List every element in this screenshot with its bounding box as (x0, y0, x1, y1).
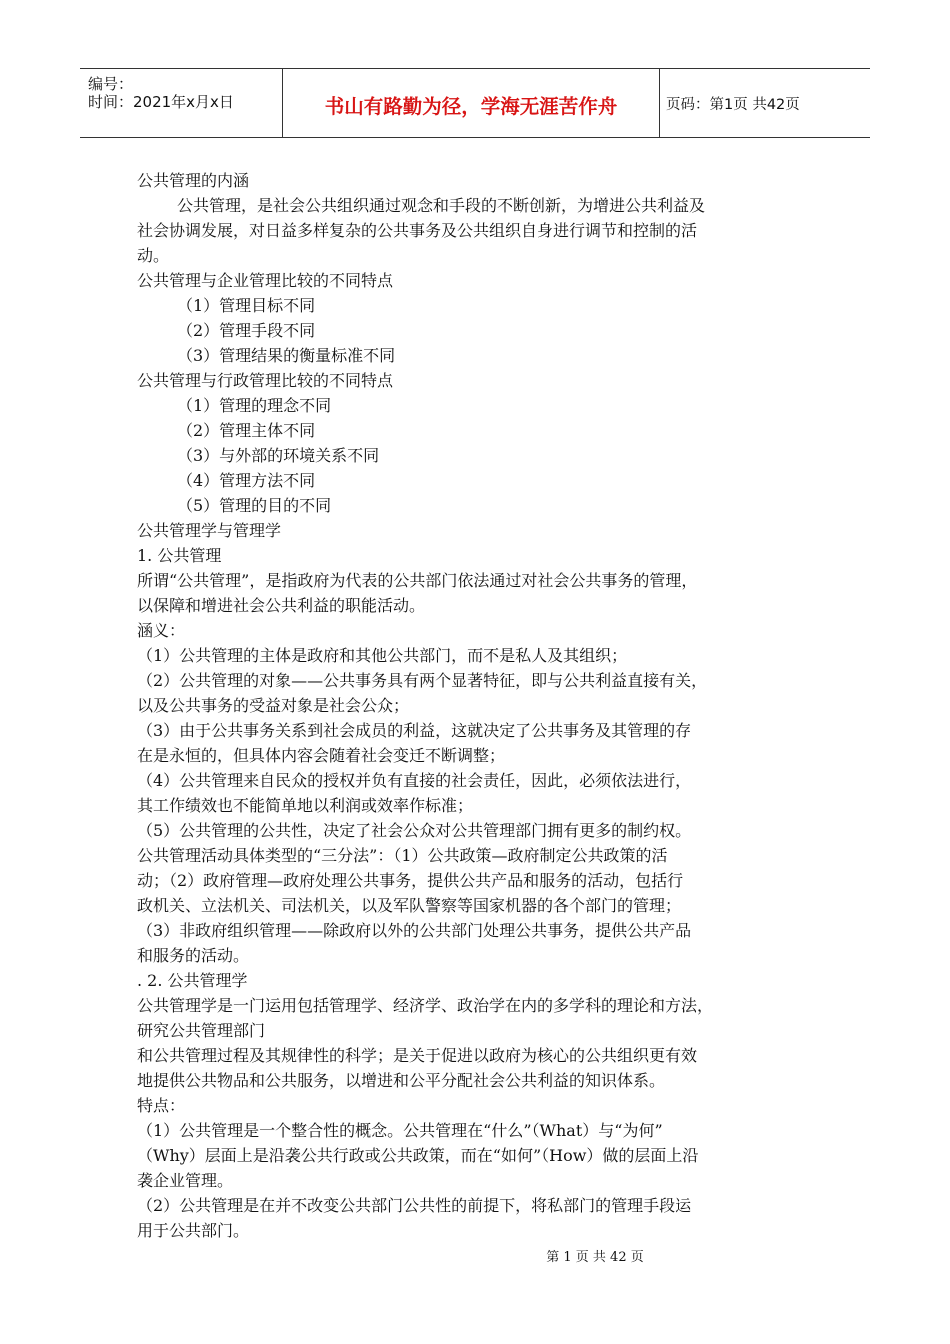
footer-page-number: 第 1 页 共 42 页 (546, 1250, 644, 1265)
text-line: 政机关、立法机关、司法机关，以及军队警察等国家机器的各个部门的管理； (137, 896, 682, 915)
text-line: 和公共管理过程及其规律性的科学；是关于促进以政府为核心的公共组织更有效 (137, 1046, 698, 1065)
text-line: （5）公共管理的公共性，决定了社会公众对公共管理部门拥有更多的制约权。 (137, 821, 692, 840)
page-footer (0, 1246, 950, 1265)
text-line: （3）与外部的环境关系不同 (177, 446, 380, 465)
date-label: 时间：2021年x月x日 (88, 93, 234, 111)
text-line: 动。 (137, 246, 170, 265)
text-line: （4）公共管理来自民众的授权并负有直接的社会责任，因此，必须依法进行， (137, 771, 692, 790)
text-line: 地提供公共物品和公共服务，以增进和公平分配社会公共利益的知识体系。 (137, 1071, 666, 1090)
text-line: 其工作绩效也不能简单地以利润或效率作标准； (137, 796, 474, 815)
text-line: 所谓“公共管理”，是指政府为代表的公共部门依法通过对社会公共事务的管理， (137, 571, 698, 590)
page-info: 页码：第1页 共42页 (666, 97, 800, 113)
text-line: （5）管理的目的不同 (177, 496, 332, 515)
text-line: 1. 公共管理 (137, 546, 222, 565)
text-line: 以保障和增进社会公共利益的职能活动。 (137, 596, 426, 615)
text-line: （1）公共管理的主体是政府和其他公共部门，而不是私人及其组织； (137, 646, 628, 665)
text-line: （1）管理目标不同 (177, 296, 316, 315)
text-line: 特点： (137, 1096, 186, 1115)
text-line: 用于公共部门。 (137, 1221, 250, 1240)
text-line: 动；（2）政府管理—政府处理公共事务，提供公共产品和服务的活动，包括行 (137, 871, 684, 890)
text-line: （1）管理的理念不同 (177, 396, 332, 415)
serial-label: 编号： (88, 75, 134, 93)
text-line: （2）管理手段不同 (177, 321, 316, 340)
text-line: 袭企业管理。 (137, 1171, 234, 1190)
text-line: 研究公共管理部门 (137, 1021, 266, 1040)
text-line: （3）由于公共事务关系到社会成员的利益，这就决定了公共事务及其管理的存 (137, 721, 692, 740)
text-line: （2）公共管理是在并不改变公共部门公共性的前提下，将私部门的管理手段运 (137, 1196, 692, 1215)
text-line: 在是永恒的，但具体内容会随着社会变迁不断调整； (137, 746, 506, 765)
text-line: （1）公共管理是一个整合性的概念。公共管理在“什么”（What）与“为何” (137, 1121, 663, 1140)
text-line: 公共管理，是社会公共组织通过观念和手段的不断创新，为增进公共利益及 (177, 196, 706, 215)
text-line: （3）非政府组织管理——除政府以外的公共部门处理公共事务，提供公共产品 (137, 921, 692, 940)
text-line: 公共管理活动具体类型的“三分法”：（1）公共政策—政府制定公共政策的活 (137, 846, 668, 865)
text-line: （4）管理方法不同 (177, 471, 316, 490)
text-line: 公共管理与企业管理比较的不同特点 (137, 271, 394, 290)
text-line: （2）公共管理的对象——公共事务具有两个显著特征，即与公共利益直接有关， (137, 671, 708, 690)
text-line: 以及公共事务的受益对象是社会公众； (137, 696, 410, 715)
text-line: 公共管理的内涵 (137, 171, 250, 190)
text-line: 公共管理学与管理学 (137, 521, 282, 540)
text-line: 涵义： (137, 621, 186, 640)
motto-text: 书山有路勤为径，学海无涯苦作舟 (324, 95, 618, 118)
text-line: 公共管理与行政管理比较的不同特点 (137, 371, 394, 390)
text-line: 社会协调发展，对日益多样复杂的公共事务及公共组织自身进行调节和控制的活 (137, 221, 698, 240)
text-line: （3）管理结果的衡量标准不同 (177, 346, 396, 365)
text-line: 和服务的活动。 (137, 946, 250, 965)
text-line: . 2. 公共管理学 (137, 971, 248, 990)
text-line: （2）管理主体不同 (177, 421, 316, 440)
text-line: 公共管理学是一门运用包括管理学、经济学、政治学在内的多学科的理论和方法， (137, 996, 714, 1015)
text-line: （Why）层面上是沿袭公共行政或公共政策，而在“如何”（How）做的层面上沿 (137, 1146, 699, 1165)
